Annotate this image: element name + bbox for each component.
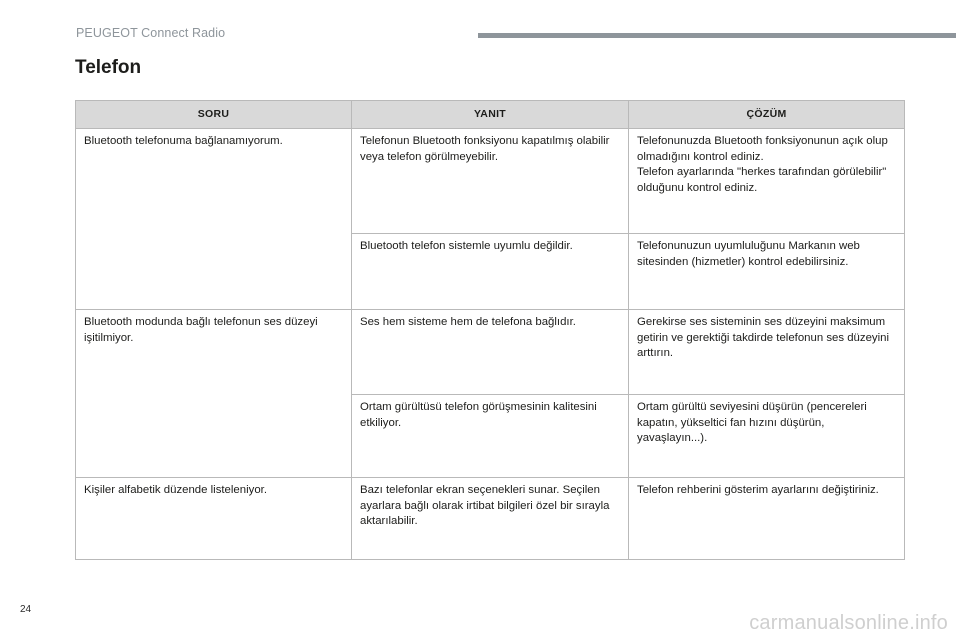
table-row (76, 478, 905, 560)
solution-line: Gerekirse ses sisteminin ses düzeyini maksimum getirin ve gerektiği takdirde telefonun ses düzeyini arttırın. (637, 316, 890, 359)
solution-line: Telefonunuzun uyumluluğunu Markanın web sitesinden (hizmetler) kontrol edebilirsiniz. (637, 240, 860, 268)
running-header-title: PEUGEOT Connect Radio (76, 26, 226, 40)
column-header-answer: YANIT (352, 101, 629, 129)
page-title: Telefon (75, 57, 142, 78)
solution-line: Ortam gürültü seviyesini düşürün (pencereleri kapatın, yükseltici fan hızını düşürün, yavaşlayın...). (637, 401, 867, 444)
solution-line: Telefon rehberini gösterim ayarlarını değiştiriniz. (637, 484, 879, 496)
table-row (76, 129, 905, 234)
solution-line: Telefon ayarlarında "herkes tarafından görülebilir" olduğunu kontrol ediniz. (637, 166, 887, 194)
solution-line: Telefonunuzda Bluetooth fonksiyonunun açık olup olmadığını kontrol ediniz. (637, 135, 888, 163)
faq-table (75, 100, 905, 560)
table-header-row (76, 101, 905, 129)
column-header-solution: ÇÖZÜM (629, 101, 905, 129)
solution-cell (629, 478, 905, 560)
answer-cell: Ortam gürültüsü telefon görüşmesinin kalitesini etkiliyor. (352, 395, 629, 478)
header-rule (478, 33, 956, 38)
question-cell: Bluetooth telefonuma bağlanamıyorum. (76, 129, 352, 310)
answer-cell: Bazı telefonlar ekran seçenekleri sunar. Seçilen ayarlara bağlı olarak irtibat bilgileri özel bir sırayla aktarılabilir. (352, 478, 629, 560)
answer-cell: Ses hem sisteme hem de telefona bağlıdır. (352, 310, 629, 395)
column-header-question: SORU (76, 101, 352, 129)
solution-cell (629, 129, 905, 234)
question-cell: Bluetooth modunda bağlı telefonun ses düzeyi işitilmiyor. (76, 310, 352, 478)
solution-cell (629, 310, 905, 395)
answer-cell: Telefonun Bluetooth fonksiyonu kapatılmış olabilir veya telefon görülmeyebilir. (352, 129, 629, 234)
solution-cell (629, 234, 905, 310)
table-row (76, 310, 905, 395)
footer-watermark: carmanualsonline.info (749, 612, 948, 634)
question-cell: Kişiler alfabetik düzende listeleniyor. (76, 478, 352, 560)
page-number: 24 (20, 604, 32, 615)
answer-cell: Bluetooth telefon sistemle uyumlu değildir. (352, 234, 629, 310)
solution-cell (629, 395, 905, 478)
